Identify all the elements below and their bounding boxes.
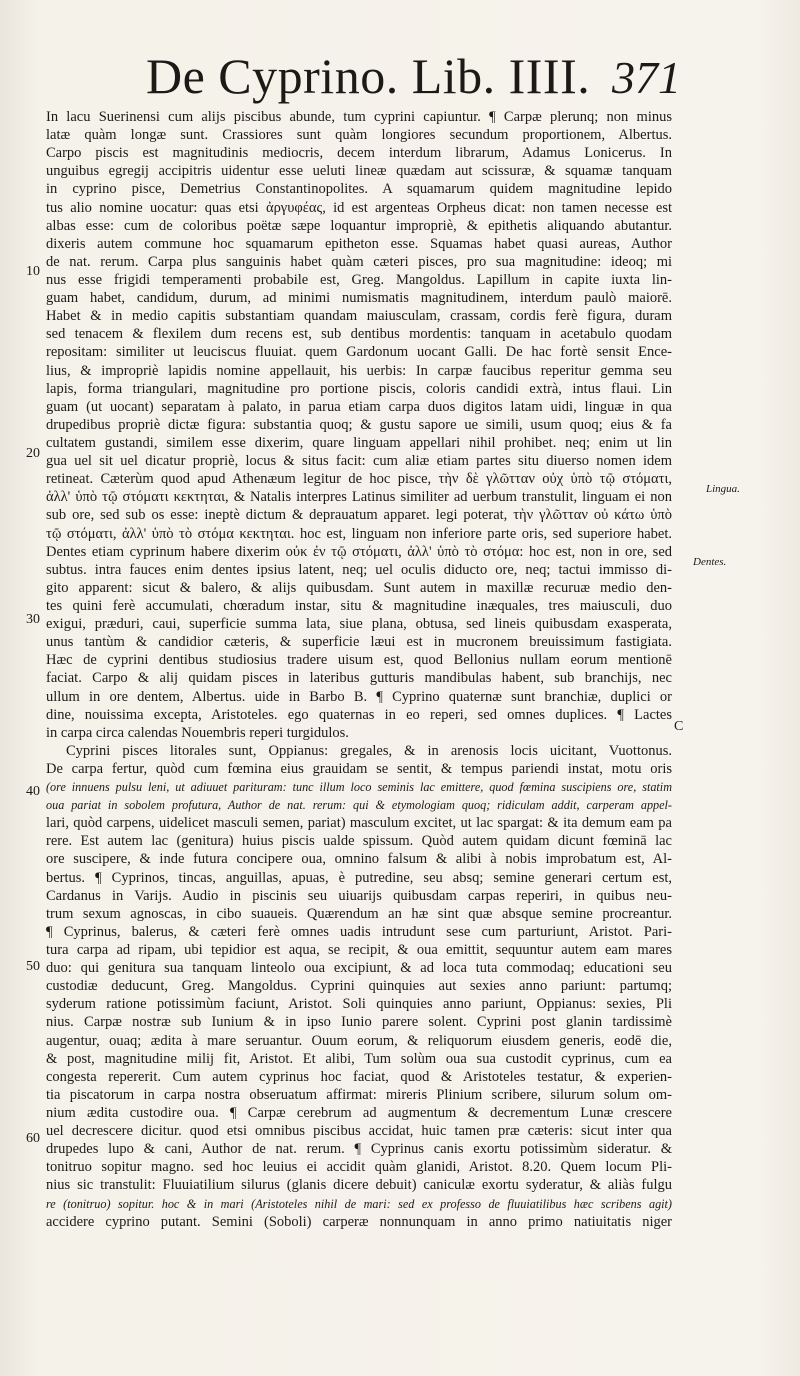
text-line: Cyprini pisces litorales sunt, Oppianus: gregales, & in arenosis locis uicitant, Vuottonus. xyxy=(66,742,672,759)
text-line: tes quini ferè accumulati, chœradum instar, situ & magnitudine inæquales, tres maiusculi, duo xyxy=(46,597,672,614)
text-line: Dentes etiam cyprinum habere dixerim οὐκ ἐν τῷ στόματι, ἀλλ' ὑπὸ τὸ στόμα: hoc est, non in ore, sed xyxy=(46,543,672,560)
text-line: & post, magnitudine milij fit, Aristot. Et alibi, Tum solùm oua sua custodit cyprinus, cum ea xyxy=(46,1050,672,1067)
text-line: dixeris autem commune hoc squamarum epitheton esse. Squamas habet quasi aureas, Author xyxy=(46,235,672,252)
text-line: repositam: similiter ut leuciscus fluuiat. quem Gardonum uocant Galli. De hac fortè sensit Ence- xyxy=(46,344,672,361)
text-line: unus tantùm & candidior cæteris, & superficie læui est in mucronem breuissimum fastigiata. xyxy=(46,634,672,651)
text-line: nium ædita custodire oua. ¶ Carpæ cerebrum ad augmentum & decrementum Lunæ crescere xyxy=(46,1105,672,1122)
text-line: oua pariat in sobolem profutura, Author de nat. rerum: qui & etymologiam quoq; ridiculam addit, carperam appel- xyxy=(46,798,672,813)
text-line: tura carpa ad ripam, ubi tepidior est aqua, se recipit, & oua emittit, sequuntur autem eam mares xyxy=(46,942,672,959)
text-line: bertus. ¶ Cyprinos, tincas, anguillas, apuas, è putredine, seu absq; semine generari certum est, xyxy=(46,869,672,886)
text-line: exigui, præduri, caui, superficie summa lata, siue plana, obtusa, sed lineis quibusdam exasperata, xyxy=(46,616,672,633)
text-line: in carpa circa calendas Nouembris reperi turgidulos. xyxy=(46,724,349,741)
text-line: tia piscatorum in carpa nostra obseruatum affirmat: mireris Plinium scribere, silurum solum om- xyxy=(46,1086,672,1103)
text-line: guam (ut uocant) separatam à palato, in parua etiam carpa duos digitos latam uidi, linguæ in qua xyxy=(46,398,672,415)
margin-line-number: 60 xyxy=(26,1131,40,1146)
text-line: duo: qui genitura sua tanquam linteolo oua excipiunt, & ad loca tuta commodaq; educationi seu xyxy=(46,960,672,977)
text-line: sub ore, sed sub os esse: ineptè dictum & deprauatum apparet. legi poterat, τὴν γλῶτταν οὐ κάτω ὑπὸ xyxy=(46,507,672,524)
text-line: faciat. Carpo & alij quidam pisces in lateribus gutturis mandibulas habent, sub branchijs, nec xyxy=(46,670,672,687)
text-line: guam habet, candidum, durum, ad minimi numismatis magnitudinem, interdum paulò maiorē. xyxy=(46,290,672,307)
margin-line-number: 20 xyxy=(26,446,40,461)
text-line: lapis, forma triangulari, magnitudine pro portione piscis, coloris candidi extrà, intus flaui. Lin xyxy=(46,380,672,397)
text-line: ¶ Cyprinus, balerus, & cæteri ferè omnes uadis intrudunt sese cum parturiunt, Aristot. Pari- xyxy=(46,923,672,940)
text-line: re (tonitruo) sopitur. hoc & in mari (Aristoteles nihil de mari: sed ex professo de fluuiatilibus hæc scribens agit) xyxy=(46,1196,672,1211)
page-number: 371 xyxy=(612,52,681,103)
text-line: gua uel sit uel dicatur propriè, locus & situs facit: cum aliæ etiam partes situ diuerso nomen idem xyxy=(46,453,672,470)
page-header xyxy=(0,48,800,108)
margin-note-lingua: Lingua. xyxy=(706,483,740,495)
text-line: sed tenacem & flexilem dum recens est, sub dentibus mordentis: tanquam in acetabulo quodam xyxy=(46,326,672,343)
text-line: augentur, ouaq; ædita à mare seruantur. Ouum eorum, & reliquorum eiusdem generis, eodē die, xyxy=(46,1032,672,1049)
text-line: lari, quòd carpens, uidelicet masculi semen, pariat) masculum excitet, ut lac spargat: & ita demum eam pa xyxy=(46,815,672,832)
margin-line-number: 40 xyxy=(26,784,40,799)
text-line: in cyprino pisce, Demetrius Constantinopolites. A squamarum quidem magnitudine lepido xyxy=(46,181,672,198)
margin-section-letter: C xyxy=(674,719,684,734)
text-line: retineat. Cæterùm quod apud Athenæum legitur de hoc pisce, τὴν δὲ γλῶτταν οὐχ ὑπὸ τῷ στόματι, xyxy=(46,471,672,488)
text-line: dine, nouissima excepta, Aristoteles. ego quaternas in eo reperi, sed omnes duplices. ¶ Lactes xyxy=(46,706,672,723)
text-line: ἀλλ' ὑπὸ τῷ στόματι κεκτηται, & Natalis interpres Latinus similiter ad uerbum transtulit, linguam ei non xyxy=(46,489,672,506)
text-line: De carpa fertur, quòd cum fœmina eius grauidam se sentit, & tempus pariendi instat, motu oris xyxy=(46,760,672,777)
text-line: subtus. intra fauces enim dentes ipsius latent, neq; uel oculis diducto ore, neq; tactui immisso di- xyxy=(46,561,672,578)
margin-line-number: 30 xyxy=(26,612,40,627)
text-line: accidere cyprino putant. Semini (Soboli) carperæ nonnunquam in anno primo natiuitatis niger xyxy=(46,1213,672,1230)
text-line: unguibus egregij accipitris uidentur esse ueluti lineæ quædam aut scissuræ, & squamæ tanquam xyxy=(46,163,672,180)
running-title: De Cyprino. Lib. IIII. xyxy=(146,48,591,104)
text-line: syderum ratione potissimùm faciunt, Aristot. Soli quinquies anno pariunt, Oppianus: sexies, Pli xyxy=(46,996,672,1013)
text-line: nius. Carpæ nostræ sub Iunium & in ipso Iunio parere solent. Cyprini post glanin tardissimè xyxy=(46,1014,672,1031)
text-line: ullum in ore dentem, Albertus. uide in Barbo B. ¶ Cyprino quaternæ sunt branchiæ, duplici or xyxy=(46,688,672,705)
text-line: congesta repererit. Cum autem cyprinus hoc faciat, quod & Aristoteles testatur, & experien- xyxy=(46,1068,672,1085)
text-line: tonitruo sopitur magno. sed hoc leuius ei accidit quàm glanidi, Aristot. 8.20. Quem locum Pli- xyxy=(46,1159,672,1176)
text-line: drupedibus propriè dictæ figura: substantia quoq; & gustu sapore ue simili, usum quoq; eius & fa xyxy=(46,416,672,433)
text-line: albas esse: cum de coloribus poëtæ sæpe loquantur impropriè, & epithetis aliquando abutantur. xyxy=(46,217,672,234)
margin-line-number: 50 xyxy=(26,959,40,974)
text-line: Cardanus in Varijs. Audio in piscinis seu uiuarijs quibusdam carpas reperiri, in quibus neu- xyxy=(46,887,672,904)
text-line: nius sic transtulit: Fluuiatilium silurus (glanis dicere debuit) caniculæ exortu syderatur, & aliàs fulgu xyxy=(46,1177,672,1194)
text-line: (ore innuens pulsu leni, ut adiuuet parituram: tunc illum loco seminis lac emittere, quod fœmina suscipiens ore, statim xyxy=(46,780,672,795)
text-line: ore suscipere, & inde futura concipere oua, omnino falsum & alibi à nobis improbatum est, Al- xyxy=(46,851,672,868)
text-line: custodiæ deducunt, Greg. Mangoldus. Cyprini quinquies aut sexies anno pariunt: partumq; xyxy=(46,978,672,995)
text-line: Carpo piscis est magnitudinis mediocris, decem interdum librarum, Adamus Lonicerus. In xyxy=(46,145,672,162)
text-line: latæ quàm longæ sunt. Crassiores sunt quàm longiores secundum proportionem, Albertus. xyxy=(46,127,672,144)
text-line: drupedes lupo & cani, Author de nat. rerum. ¶ Cyprinus canis exortu potissimùm sideratur. & xyxy=(46,1141,672,1158)
margin-line-number: 10 xyxy=(26,264,40,279)
text-line: tus alio nomine uocatur: quas etsi ἀργυφέας, id est argenteas Orpheus dicat: non tamen necesse est xyxy=(46,199,672,216)
text-line: cultatem gustandi, similem esse dixerim, quare linguam appellari nihil prohibet. neq; enim ut lin xyxy=(46,434,672,451)
margin-note-dentes: Dentes. xyxy=(693,556,727,568)
text-line: nus esse frigidi temperamenti probabile est, Greg. Mangoldus. Lapillum in capite iuxta lin- xyxy=(46,271,672,288)
body-text xyxy=(46,108,672,1231)
text-line: uel decrescere dicitur. quod etsi omnibus piscibus accidat, huic tamen præ cæteris: sicut inter qua xyxy=(46,1123,672,1140)
text-line: In lacu Suerinensi cum alijs piscibus abunde, tum cyprini capiuntur. ¶ Carpæ plerunq; non minus xyxy=(46,109,672,125)
text-line: lius, & impropriè lapidis nomine appellauit, his uerbis: In carpæ faucibus reperitur gemma seu xyxy=(46,362,672,379)
text-line: Hæc de cyprini dentibus studiosius tradere uisum est, quod Bellonius nullam eorum mentionē xyxy=(46,652,672,669)
text-line: rere. Est autem lac (genitura) huius piscis ualde spissum. Quòd autem quidam dicunt fœminā lac xyxy=(46,833,672,850)
text-line: τῷ στόματι, ἀλλ' ὑπὸ τὸ στόμα κεκτηται. hoc est, linguam non inferiore parte oris, sed superiore habet. xyxy=(46,525,672,542)
text-line: Habet & in medio capitis substantiam quandam maiusculam, crassam, cordis ferè figura, duram xyxy=(46,308,672,325)
text-line: trum sexum agnoscas, in cibo suaueis. Quærendum an hæ sint quæ absque semine procreantur. xyxy=(46,905,672,922)
text-line: gito apparent: sicut & balero, & alijs quibusdam. Sunt autem in maxillæ recuruæ medio den- xyxy=(46,579,672,596)
text-line: de nat. rerum. Carpa plus sanguinis habet quàm cæteri pisces, pro sua magnitudine: ideoq; mi xyxy=(46,253,672,270)
